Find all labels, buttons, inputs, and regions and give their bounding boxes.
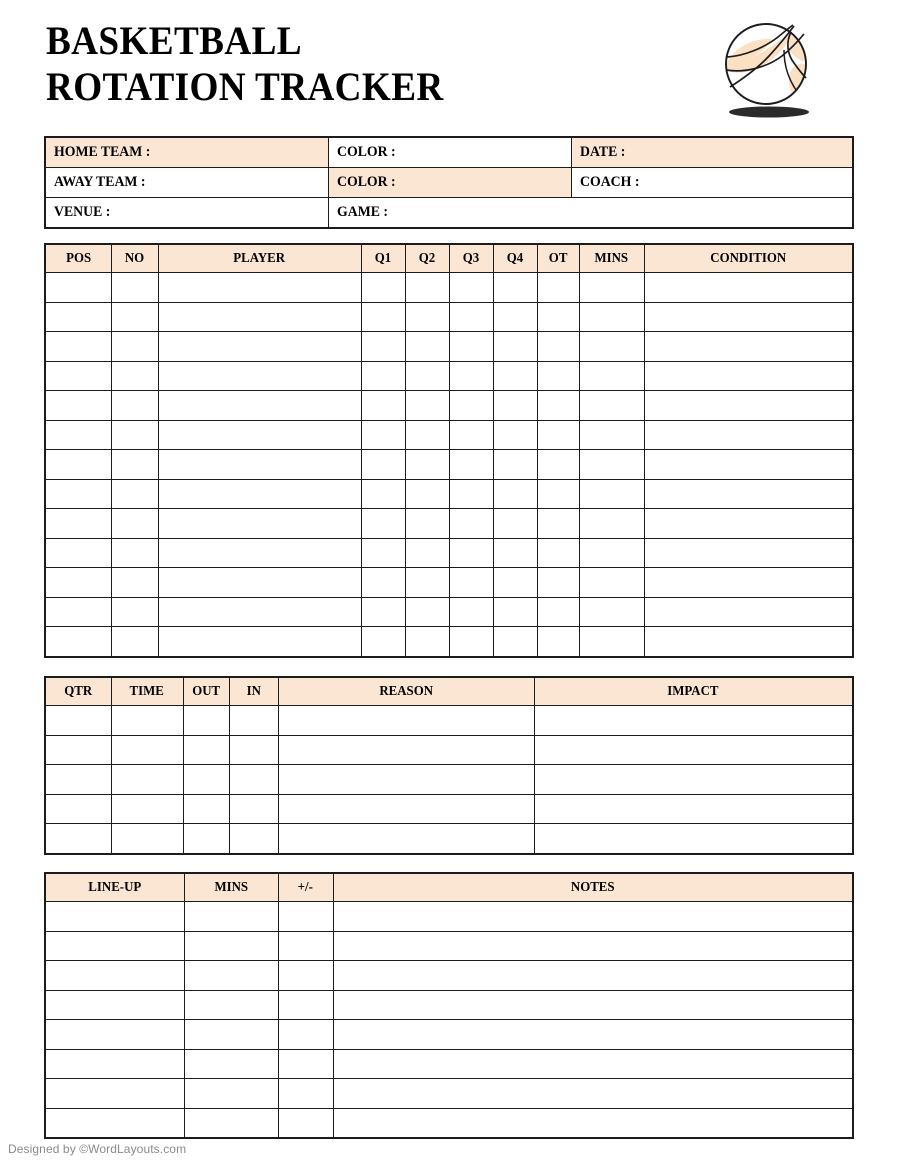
lineup-cell-line-up[interactable] — [45, 1049, 184, 1079]
lineup-cell-line-up[interactable] — [45, 961, 184, 991]
lineup-cell-notes[interactable] — [333, 902, 853, 932]
lineup-cell-line-up[interactable] — [45, 1020, 184, 1050]
roster-cell-condition[interactable] — [644, 538, 853, 568]
roster-cell-condition[interactable] — [644, 509, 853, 539]
roster-cell-ot[interactable] — [537, 332, 579, 362]
game-info-table — [44, 136, 854, 229]
sub-cell-in[interactable] — [229, 824, 278, 854]
roster-cell-ot[interactable] — [537, 361, 579, 391]
roster-cell-no[interactable] — [111, 273, 158, 303]
roster-cell-q1[interactable] — [361, 450, 405, 480]
sub-cell-qtr[interactable] — [45, 706, 111, 736]
roster-cell-condition[interactable] — [644, 361, 853, 391]
roster-cell-pos[interactable] — [45, 479, 111, 509]
roster-cell-q1[interactable] — [361, 627, 405, 657]
roster-cell-player[interactable] — [158, 568, 361, 598]
col-header-lineup-mins: MINS — [184, 873, 278, 902]
lineup-cell-notes[interactable] — [333, 931, 853, 961]
col-header-mins: MINS — [579, 244, 644, 273]
roster-cell-q2[interactable] — [405, 420, 449, 450]
roster-cell-ot[interactable] — [537, 273, 579, 303]
lineup-cell-line-up[interactable] — [45, 990, 184, 1020]
roster-cell-player[interactable] — [158, 391, 361, 421]
roster-cell-q3[interactable] — [449, 302, 493, 332]
lineup-cell-[interactable] — [278, 990, 333, 1020]
lineup-cell-[interactable] — [278, 1020, 333, 1050]
roster-cell-q4[interactable] — [493, 538, 537, 568]
roster-cell-pos[interactable] — [45, 597, 111, 627]
sub-cell-out[interactable] — [183, 735, 229, 765]
col-header-q2: Q2 — [405, 244, 449, 273]
roster-cell-q3[interactable] — [449, 420, 493, 450]
roster-cell-q3[interactable] — [449, 361, 493, 391]
roster-cell-q2[interactable] — [405, 627, 449, 657]
roster-cell-q1[interactable] — [361, 302, 405, 332]
roster-cell-no[interactable] — [111, 568, 158, 598]
roster-cell-mins[interactable] — [579, 361, 644, 391]
lineup-cell-mins[interactable] — [184, 1079, 278, 1109]
roster-cell-condition[interactable] — [644, 597, 853, 627]
roster-cell-q1[interactable] — [361, 391, 405, 421]
roster-cell-mins[interactable] — [579, 509, 644, 539]
sub-cell-impact[interactable] — [534, 735, 853, 765]
lineup-cell-mins[interactable] — [184, 961, 278, 991]
roster-cell-player[interactable] — [158, 420, 361, 450]
roster-cell-player[interactable] — [158, 450, 361, 480]
title-line-1: BASKETBALL — [46, 18, 302, 63]
info-row-1 — [45, 137, 853, 168]
table-row — [45, 420, 853, 450]
page-title — [46, 18, 666, 110]
lineup-cell-[interactable] — [278, 1049, 333, 1079]
roster-cell-ot[interactable] — [537, 509, 579, 539]
roster-cell-q2[interactable] — [405, 450, 449, 480]
info-row-2 — [45, 168, 853, 198]
roster-cell-no[interactable] — [111, 332, 158, 362]
roster-cell-q1[interactable] — [361, 509, 405, 539]
roster-cell-q4[interactable] — [493, 302, 537, 332]
sub-header-row — [45, 677, 853, 706]
lineup-cell-line-up[interactable] — [45, 902, 184, 932]
roster-cell-no[interactable] — [111, 450, 158, 480]
roster-cell-q3[interactable] — [449, 273, 493, 303]
roster-cell-q2[interactable] — [405, 479, 449, 509]
roster-cell-player[interactable] — [158, 361, 361, 391]
roster-cell-mins[interactable] — [579, 332, 644, 362]
col-header-pos: POS — [45, 244, 111, 273]
sub-cell-in[interactable] — [229, 706, 278, 736]
table-row — [45, 627, 853, 657]
col-header-q3: Q3 — [449, 244, 493, 273]
info-row-3 — [45, 198, 853, 229]
roster-cell-no[interactable] — [111, 538, 158, 568]
lineup-cell-mins[interactable] — [184, 902, 278, 932]
roster-cell-q2[interactable] — [405, 509, 449, 539]
lineup-cell-mins[interactable] — [184, 1108, 278, 1138]
roster-cell-ot[interactable] — [537, 479, 579, 509]
table-row — [45, 361, 853, 391]
sub-cell-time[interactable] — [111, 794, 183, 824]
lineup-cell-notes[interactable] — [333, 1079, 853, 1109]
col-header-player: PLAYER — [158, 244, 361, 273]
roster-cell-ot[interactable] — [537, 450, 579, 480]
roster-cell-condition[interactable] — [644, 450, 853, 480]
table-row — [45, 1020, 853, 1050]
roster-cell-q2[interactable] — [405, 302, 449, 332]
roster-cell-player[interactable] — [158, 302, 361, 332]
roster-cell-condition[interactable] — [644, 568, 853, 598]
lineup-table — [44, 872, 854, 1139]
lineup-cell-[interactable] — [278, 902, 333, 932]
table-row — [45, 794, 853, 824]
roster-header-row — [45, 244, 853, 273]
field-game[interactable]: GAME : — [328, 198, 853, 229]
sub-cell-time[interactable] — [111, 706, 183, 736]
sub-cell-out[interactable] — [183, 794, 229, 824]
roster-cell-mins[interactable] — [579, 568, 644, 598]
field-date[interactable]: DATE : — [571, 137, 853, 168]
roster-cell-q4[interactable] — [493, 479, 537, 509]
roster-cell-ot[interactable] — [537, 302, 579, 332]
table-row — [45, 479, 853, 509]
col-header-q1: Q1 — [361, 244, 405, 273]
lineup-cell-mins[interactable] — [184, 1049, 278, 1079]
roster-cell-q1[interactable] — [361, 332, 405, 362]
roster-cell-pos[interactable] — [45, 273, 111, 303]
field-coach[interactable]: COACH : — [571, 168, 853, 198]
lineup-cell-[interactable] — [278, 961, 333, 991]
roster-cell-condition[interactable] — [644, 391, 853, 421]
roster-cell-no[interactable] — [111, 391, 158, 421]
roster-cell-q1[interactable] — [361, 420, 405, 450]
field-home-team[interactable]: HOME TEAM : — [45, 137, 328, 168]
roster-cell-pos[interactable] — [45, 391, 111, 421]
sub-cell-reason[interactable] — [278, 735, 534, 765]
roster-cell-no[interactable] — [111, 420, 158, 450]
sub-cell-impact[interactable] — [534, 706, 853, 736]
roster-cell-no[interactable] — [111, 479, 158, 509]
sub-cell-reason[interactable] — [278, 794, 534, 824]
lineup-header-row — [45, 873, 853, 902]
roster-cell-q2[interactable] — [405, 273, 449, 303]
col-header-time: TIME — [111, 677, 183, 706]
roster-cell-pos[interactable] — [45, 361, 111, 391]
roster-cell-no[interactable] — [111, 509, 158, 539]
roster-cell-mins[interactable] — [579, 538, 644, 568]
roster-cell-player[interactable] — [158, 273, 361, 303]
table-row — [45, 509, 853, 539]
basketball-icon — [714, 12, 824, 120]
roster-cell-player[interactable] — [158, 627, 361, 657]
roster-cell-q3[interactable] — [449, 332, 493, 362]
roster-cell-q2[interactable] — [405, 332, 449, 362]
sub-cell-out[interactable] — [183, 824, 229, 854]
table-row — [45, 332, 853, 362]
roster-cell-pos[interactable] — [45, 568, 111, 598]
sub-cell-impact[interactable] — [534, 824, 853, 854]
roster-cell-q3[interactable] — [449, 627, 493, 657]
sub-cell-time[interactable] — [111, 735, 183, 765]
lineup-cell-line-up[interactable] — [45, 1079, 184, 1109]
footer-credit: Designed by ©WordLayouts.com — [8, 1142, 187, 1156]
lineup-cell-[interactable] — [278, 931, 333, 961]
table-row — [45, 735, 853, 765]
field-away-team[interactable]: AWAY TEAM : — [45, 168, 328, 198]
roster-cell-ot[interactable] — [537, 627, 579, 657]
table-row — [45, 538, 853, 568]
title-line-2: ROTATION TRACKER — [46, 64, 444, 109]
roster-cell-ot[interactable] — [537, 538, 579, 568]
sub-cell-in[interactable] — [229, 735, 278, 765]
col-header-plus-minus: +/- — [278, 873, 333, 902]
roster-cell-pos[interactable] — [45, 509, 111, 539]
col-header-reason: REASON — [278, 677, 534, 706]
roster-cell-condition[interactable] — [644, 479, 853, 509]
table-row — [45, 597, 853, 627]
roster-cell-q3[interactable] — [449, 450, 493, 480]
roster-cell-q4[interactable] — [493, 509, 537, 539]
lineup-cell-line-up[interactable] — [45, 931, 184, 961]
lineup-cell-notes[interactable] — [333, 961, 853, 991]
table-row — [45, 765, 853, 795]
roster-cell-pos[interactable] — [45, 450, 111, 480]
table-row — [45, 1079, 853, 1109]
roster-cell-q1[interactable] — [361, 568, 405, 598]
lineup-cell-line-up[interactable] — [45, 1108, 184, 1138]
table-row — [45, 568, 853, 598]
lineup-cell-mins[interactable] — [184, 931, 278, 961]
roster-cell-q3[interactable] — [449, 509, 493, 539]
roster-cell-condition[interactable] — [644, 627, 853, 657]
sub-cell-qtr[interactable] — [45, 735, 111, 765]
sub-cell-impact[interactable] — [534, 765, 853, 795]
col-header-no: NO — [111, 244, 158, 273]
roster-cell-q4[interactable] — [493, 332, 537, 362]
col-header-ot: OT — [537, 244, 579, 273]
roster-cell-q1[interactable] — [361, 597, 405, 627]
sub-cell-reason[interactable] — [278, 824, 534, 854]
roster-cell-no[interactable] — [111, 597, 158, 627]
roster-cell-pos[interactable] — [45, 538, 111, 568]
roster-cell-q4[interactable] — [493, 568, 537, 598]
roster-cell-q2[interactable] — [405, 391, 449, 421]
substitution-log-table — [44, 676, 854, 855]
roster-cell-mins[interactable] — [579, 391, 644, 421]
table-row — [45, 902, 853, 932]
roster-cell-mins[interactable] — [579, 450, 644, 480]
roster-cell-condition[interactable] — [644, 420, 853, 450]
roster-cell-q3[interactable] — [449, 538, 493, 568]
col-header-q4: Q4 — [493, 244, 537, 273]
roster-cell-player[interactable] — [158, 509, 361, 539]
table-row — [45, 931, 853, 961]
roster-cell-player[interactable] — [158, 597, 361, 627]
table-row — [45, 1108, 853, 1138]
roster-cell-q3[interactable] — [449, 597, 493, 627]
roster-cell-condition[interactable] — [644, 273, 853, 303]
roster-cell-q2[interactable] — [405, 597, 449, 627]
lineup-cell-notes[interactable] — [333, 1020, 853, 1050]
roster-cell-ot[interactable] — [537, 391, 579, 421]
roster-cell-no[interactable] — [111, 302, 158, 332]
roster-cell-player[interactable] — [158, 538, 361, 568]
table-row — [45, 391, 853, 421]
roster-cell-q3[interactable] — [449, 568, 493, 598]
sub-cell-in[interactable] — [229, 794, 278, 824]
col-header-line-up: LINE-UP — [45, 873, 184, 902]
roster-cell-condition[interactable] — [644, 302, 853, 332]
col-header-condition: CONDITION — [644, 244, 853, 273]
sub-cell-in[interactable] — [229, 765, 278, 795]
roster-cell-mins[interactable] — [579, 302, 644, 332]
lineup-cell-mins[interactable] — [184, 990, 278, 1020]
table-row — [45, 450, 853, 480]
sub-cell-reason[interactable] — [278, 706, 534, 736]
roster-cell-q4[interactable] — [493, 597, 537, 627]
lineup-cell-notes[interactable] — [333, 1049, 853, 1079]
table-row — [45, 302, 853, 332]
sub-cell-reason[interactable] — [278, 765, 534, 795]
roster-cell-q4[interactable] — [493, 450, 537, 480]
roster-cell-pos[interactable] — [45, 302, 111, 332]
roster-cell-no[interactable] — [111, 627, 158, 657]
roster-cell-q2[interactable] — [405, 361, 449, 391]
col-header-notes: NOTES — [333, 873, 853, 902]
sub-cell-impact[interactable] — [534, 794, 853, 824]
roster-cell-condition[interactable] — [644, 332, 853, 362]
table-row — [45, 961, 853, 991]
roster-cell-ot[interactable] — [537, 597, 579, 627]
roster-cell-ot[interactable] — [537, 420, 579, 450]
roster-cell-q2[interactable] — [405, 568, 449, 598]
roster-cell-mins[interactable] — [579, 420, 644, 450]
roster-cell-mins[interactable] — [579, 627, 644, 657]
roster-cell-q4[interactable] — [493, 627, 537, 657]
roster-cell-mins[interactable] — [579, 273, 644, 303]
field-home-color[interactable]: COLOR : — [328, 137, 571, 168]
table-row — [45, 706, 853, 736]
roster-cell-q4[interactable] — [493, 391, 537, 421]
roster-cell-q1[interactable] — [361, 361, 405, 391]
col-header-out: OUT — [183, 677, 229, 706]
sub-cell-qtr[interactable] — [45, 765, 111, 795]
table-row — [45, 824, 853, 854]
roster-cell-mins[interactable] — [579, 479, 644, 509]
roster-cell-pos[interactable] — [45, 332, 111, 362]
sub-cell-qtr[interactable] — [45, 824, 111, 854]
sub-cell-out[interactable] — [183, 706, 229, 736]
lineup-cell-[interactable] — [278, 1108, 333, 1138]
roster-cell-pos[interactable] — [45, 420, 111, 450]
roster-cell-q3[interactable] — [449, 391, 493, 421]
sub-cell-out[interactable] — [183, 765, 229, 795]
table-row — [45, 1049, 853, 1079]
lineup-cell-notes[interactable] — [333, 1108, 853, 1138]
roster-cell-q1[interactable] — [361, 479, 405, 509]
field-venue[interactable]: VENUE : — [45, 198, 328, 229]
lineup-cell-notes[interactable] — [333, 990, 853, 1020]
table-row — [45, 990, 853, 1020]
roster-cell-player[interactable] — [158, 332, 361, 362]
roster-cell-no[interactable] — [111, 361, 158, 391]
col-header-in: IN — [229, 677, 278, 706]
roster-cell-pos[interactable] — [45, 627, 111, 657]
roster-cell-q2[interactable] — [405, 538, 449, 568]
table-row — [45, 273, 853, 303]
roster-cell-q1[interactable] — [361, 273, 405, 303]
roster-cell-q3[interactable] — [449, 479, 493, 509]
roster-cell-q4[interactable] — [493, 420, 537, 450]
player-rotation-table — [44, 243, 854, 658]
roster-cell-player[interactable] — [158, 479, 361, 509]
roster-cell-q4[interactable] — [493, 361, 537, 391]
lineup-cell-[interactable] — [278, 1079, 333, 1109]
field-away-color[interactable]: COLOR : — [328, 168, 571, 198]
roster-cell-ot[interactable] — [537, 568, 579, 598]
sub-cell-time[interactable] — [111, 824, 183, 854]
sub-cell-qtr[interactable] — [45, 794, 111, 824]
col-header-qtr: QTR — [45, 677, 111, 706]
roster-cell-q4[interactable] — [493, 273, 537, 303]
sub-cell-time[interactable] — [111, 765, 183, 795]
lineup-cell-mins[interactable] — [184, 1020, 278, 1050]
roster-cell-q1[interactable] — [361, 538, 405, 568]
col-header-impact: IMPACT — [534, 677, 853, 706]
roster-cell-mins[interactable] — [579, 597, 644, 627]
